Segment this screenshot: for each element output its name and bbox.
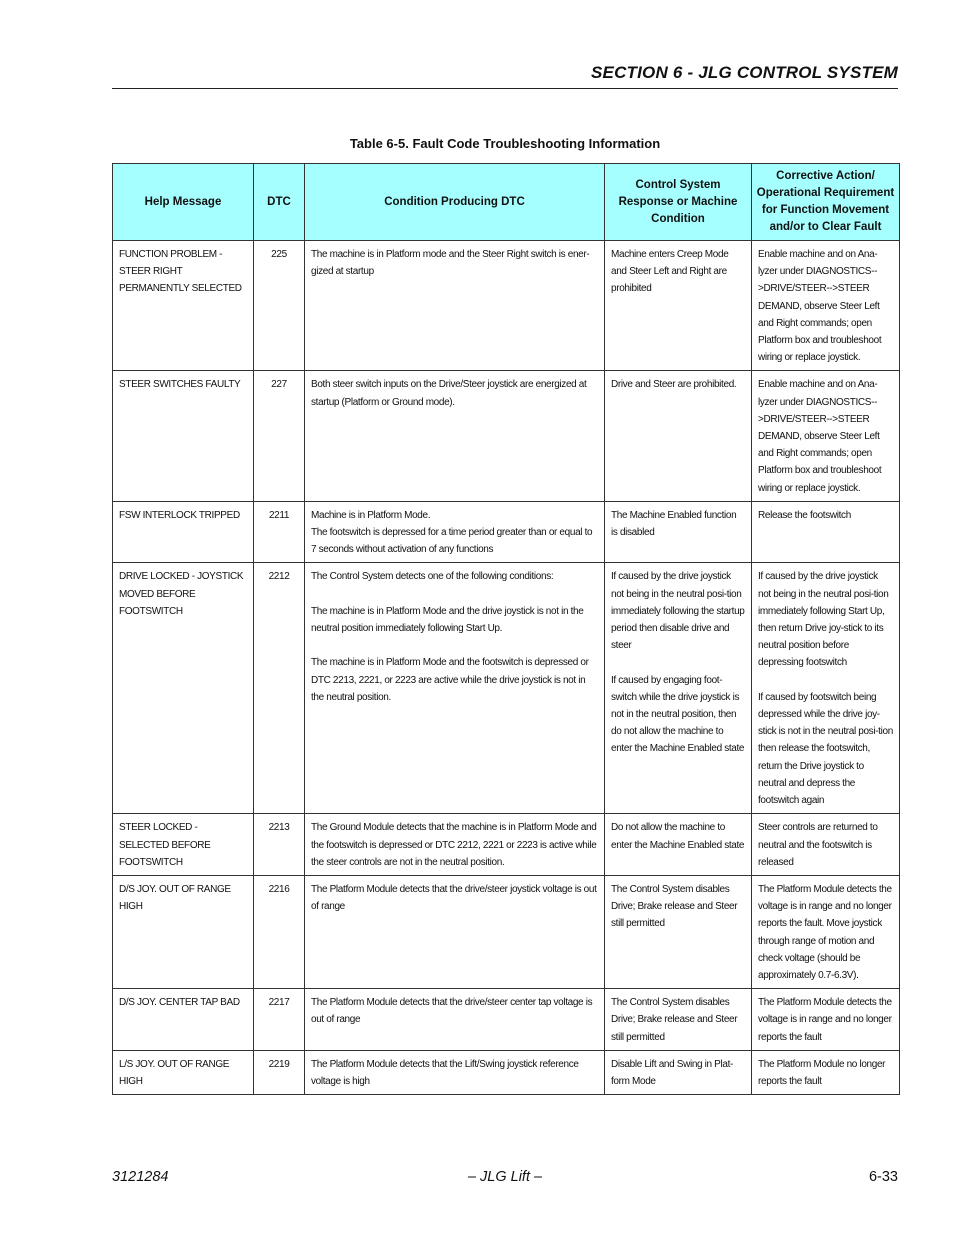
table-row <box>113 814 900 876</box>
response-cell: Do not allow the machine to enter the Machine Enabled state <box>605 814 752 876</box>
condition-cell: Machine is in Platform Mode. The footswitch is depressed for a time period greater than or equal to 7 seconds without activation of any functions <box>305 501 605 563</box>
help-message-cell: DRIVE LOCKED - JOYSTICK MOVED BEFORE FOOTSWITCH <box>113 563 254 814</box>
response-cell: The Machine Enabled function is disabled <box>605 501 752 563</box>
help-message-cell: D/S JOY. CENTER TAP BAD <box>113 989 254 1051</box>
dtc-cell: 2213 <box>254 814 305 876</box>
corrective-action-cell: If caused by the drive joystick not being in the neutral posi-tion immediately following Start Up, then return Drive joy-stick to its neutral position before depressing footswitch If caused by footswitch being depressed while the drive joy-stick is not in the neutral posi-tion then release the footswitch, return the Drive joystick to neutral and depress the footswitch again <box>752 563 900 814</box>
dtc-cell: 2211 <box>254 501 305 563</box>
response-cell: The Control System disables Drive; Brake release and Steer still permitted <box>605 989 752 1051</box>
table-row <box>113 501 900 563</box>
condition-cell: The Ground Module detects that the machine is in Platform Mode and the footswitch is depressed or DTC 2212, 2221 or 2223 is active while the steer controls are not in the neutral position. <box>305 814 605 876</box>
help-message-cell: L/S JOY. OUT OF RANGE HIGH <box>113 1050 254 1094</box>
table-row <box>113 875 900 988</box>
condition-cell: The Platform Module detects that the drive/steer joystick voltage is out of range <box>305 875 605 988</box>
publisher-name: – JLG Lift – <box>467 1169 543 1185</box>
column-header-condition: Condition Producing DTC <box>305 164 605 241</box>
document-number: 3121284 <box>112 1169 169 1185</box>
condition-cell: The Platform Module detects that the drive/steer center tap voltage is out of range <box>305 989 605 1051</box>
page-number: 6-33 <box>868 1169 898 1185</box>
corrective-action-cell: Steer controls are returned to neutral and the footswitch is released <box>752 814 900 876</box>
corrective-action-cell: The Platform Module detects the voltage is in range and no longer reports the fault <box>752 989 900 1051</box>
help-message-cell: FUNCTION PROBLEM - STEER RIGHT PERMANENTLY SELECTED <box>113 241 254 371</box>
condition-cell: The machine is in Platform mode and the Steer Right switch is ener-gized at startup <box>305 241 605 371</box>
table-row <box>113 1050 900 1094</box>
corrective-action-cell: Enable machine and on Ana-lyzer under DIAGNOSTICS-->DRIVE/STEER-->STEER DEMAND, observe Steer Left and Right commands; open Platform box and troubleshoot wiring or replace joystick. <box>752 241 900 371</box>
corrective-action-cell: Enable machine and on Ana-lyzer under DIAGNOSTICS-->DRIVE/STEER-->STEER DEMAND, observe Steer Left and Right commands; open Platform box and troubleshoot wiring or replace joystick. <box>752 371 900 501</box>
table-caption: Table 6-5. Fault Code Troubleshooting Information <box>349 136 661 151</box>
column-header-response: Control System Response or Machine Condition <box>605 164 752 241</box>
table-row <box>113 563 900 814</box>
response-cell: Disable Lift and Swing in Plat-form Mode <box>605 1050 752 1094</box>
table-row <box>113 989 900 1051</box>
help-message-cell: STEER SWITCHES FAULTY <box>113 371 254 501</box>
header-rule <box>112 88 898 89</box>
section-title: SECTION 6 - JLG CONTROL SYSTEM <box>591 63 898 82</box>
dtc-cell: 227 <box>254 371 305 501</box>
dtc-cell: 2217 <box>254 989 305 1051</box>
response-cell: If caused by the drive joystick not being in the neutral posi-tion immediately following the startup period then disable drive and steer If caused by engaging foot-switch while the drive joystick is not in the neutral position, then do not allow the machine to enter the Machine Enabled state <box>605 563 752 814</box>
response-cell: Drive and Steer are prohibited. <box>605 371 752 501</box>
condition-cell: The Platform Module detects that the Lift/Swing joystick reference voltage is high <box>305 1050 605 1094</box>
column-header-corrective-action: Corrective Action/ Operational Requirement for Function Movement and/or to Clear Fault <box>752 164 900 241</box>
dtc-cell: 2216 <box>254 875 305 988</box>
help-message-cell: D/S JOY. OUT OF RANGE HIGH <box>113 875 254 988</box>
response-cell: Machine enters Creep Mode and Steer Left and Right are prohibited <box>605 241 752 371</box>
table-row <box>113 241 900 371</box>
condition-cell: The Control System detects one of the following conditions: The machine is in Platform Mode and the drive joystick is not in the neutral position immediately following Start Up. The machine is in Platform Mode and the footswitch is depressed or DTC 2213, 2221, or 2223 are active while the drive joystick is not in the neutral position. <box>305 563 605 814</box>
dtc-cell: 225 <box>254 241 305 371</box>
fault-code-table <box>112 163 900 1095</box>
column-header-dtc: DTC <box>254 164 305 241</box>
response-cell: The Control System disables Drive; Brake release and Steer still permitted <box>605 875 752 988</box>
table-row <box>113 371 900 501</box>
table-header-row <box>113 164 900 241</box>
condition-cell: Both steer switch inputs on the Drive/Steer joystick are energized at startup (Platform or Ground mode). <box>305 371 605 501</box>
column-header-help-message: Help Message <box>113 164 254 241</box>
corrective-action-cell: The Platform Module no longer reports the fault <box>752 1050 900 1094</box>
help-message-cell: STEER LOCKED - SELECTED BEFORE FOOTSWITCH <box>113 814 254 876</box>
corrective-action-cell: The Platform Module detects the voltage is in range and no longer reports the fault. Move joystick through range of motion and check voltage (should be approximately 0.7-6.3V). <box>752 875 900 988</box>
dtc-cell: 2219 <box>254 1050 305 1094</box>
dtc-cell: 2212 <box>254 563 305 814</box>
corrective-action-cell: Release the footswitch <box>752 501 900 563</box>
help-message-cell: FSW INTERLOCK TRIPPED <box>113 501 254 563</box>
